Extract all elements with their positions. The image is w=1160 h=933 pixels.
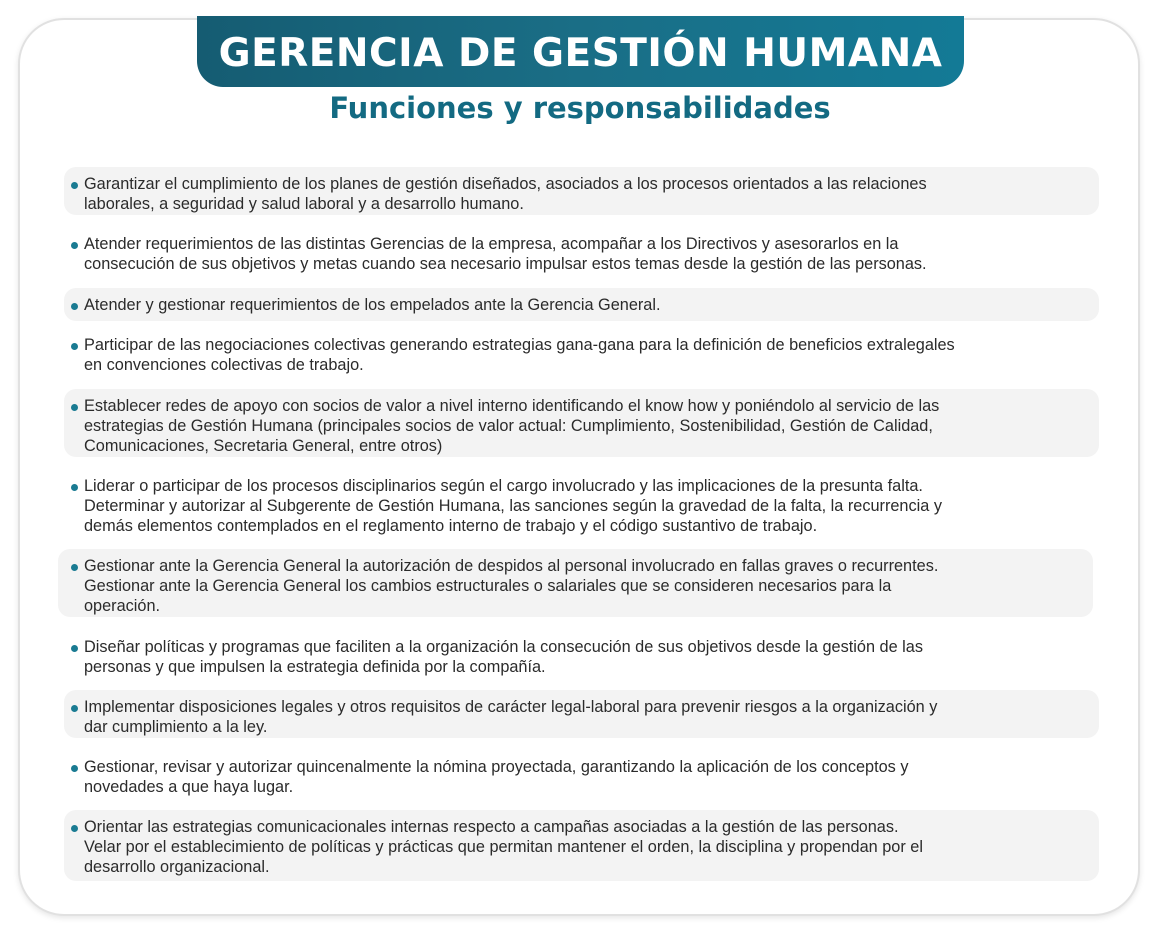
bullet-icon: [71, 484, 78, 491]
bullet-icon: [71, 645, 78, 652]
bullet-icon: [71, 343, 78, 350]
list-item: [58, 549, 1093, 617]
list-item-text: Liderar o participar de los procesos disciplinarios según el cargo involucrado y las implicaciones de la presunta falta. Determinar y autorizar al Subgerente de Gestión Humana, las sanciones según la gravedad de la falta, la recurrencia y demás elementos contemplados en el reglamento interno de trabajo y el código sustantivo de trabajo.: [84, 477, 942, 535]
list-item: [64, 288, 1099, 321]
header-banner: [197, 16, 964, 87]
list-item-text: Atender y gestionar requerimientos de los empelados ante la Gerencia General.: [84, 296, 661, 314]
list-item: [64, 630, 1099, 678]
page-title: GERENCIA DE GESTIÓN HUMANA: [218, 31, 943, 76]
list-item: [64, 750, 1099, 798]
list-item-text: Garantizar el cumplimiento de los planes de gestión diseñados, asociados a los procesos orientados a las relaciones laborales, a seguridad y salud laboral y a desarrollo humano.: [84, 175, 927, 213]
list-item: [64, 227, 1099, 275]
list-item-text: Gestionar ante la Gerencia General la autorización de despidos al personal involucrado en fallas graves o recurrentes. Gestionar ante la Gerencia General los cambios estructurales o salariales que se consideren necesarios para la operación.: [84, 557, 939, 615]
bullet-icon: [71, 765, 78, 772]
list-item: [64, 167, 1099, 215]
list-item-text: Gestionar, revisar y autorizar quincenalmente la nómina proyectada, garantizando la aplicación de los conceptos y novedades a que haya lugar.: [84, 758, 909, 796]
bullet-icon: [71, 182, 78, 189]
page-subtitle: Funciones y responsabilidades: [329, 91, 831, 125]
list-item-text: Orientar las estrategias comunicacionales internas respecto a campañas asociadas a la gestión de las personas. Velar por el establecimiento de políticas y prácticas que permitan mantener el orden, la disciplina y propendan por el desarrollo organizacional.: [84, 818, 923, 876]
bullet-icon: [71, 242, 78, 249]
bullet-icon: [71, 825, 78, 832]
list-item: [64, 389, 1099, 457]
list-item-text: Atender requerimientos de las distintas Gerencias de la empresa, acompañar a los Directivos y asesorarlos en la consecución de sus objetivos y metas cuando sea necesario impulsar estos temas desde la gestión de las personas.: [84, 235, 927, 273]
bullet-icon: [71, 564, 78, 571]
list-item: [64, 469, 1099, 537]
list-item-text: Participar de las negociaciones colectivas generando estrategias gana-gana para la definición de beneficios extralegales en convenciones colectivas de trabajo.: [84, 336, 955, 374]
list-item: [64, 810, 1099, 881]
list-item: [64, 690, 1099, 738]
bullet-icon: [71, 404, 78, 411]
bullet-icon: [71, 705, 78, 712]
list-item: [64, 328, 1099, 376]
list-item-text: Implementar disposiciones legales y otros requisitos de carácter legal-laboral para prevenir riesgos a la organización y dar cumplimiento a la ley.: [84, 698, 938, 736]
list-item-text: Establecer redes de apoyo con socios de valor a nivel interno identificando el know how y poniéndolo al servicio de las estrategias de Gestión Humana (principales socios de valor actual: Cumplimiento, Sostenibilidad, Gestión de Calidad, Comunicaciones, Secretaria General, entre otros): [84, 397, 940, 455]
bullet-icon: [71, 303, 78, 310]
list-item-text: Diseñar políticas y programas que faciliten a la organización la consecución de sus objetivos desde la gestión de las personas y que impulsen la estrategia definida por la compañía.: [84, 638, 923, 676]
